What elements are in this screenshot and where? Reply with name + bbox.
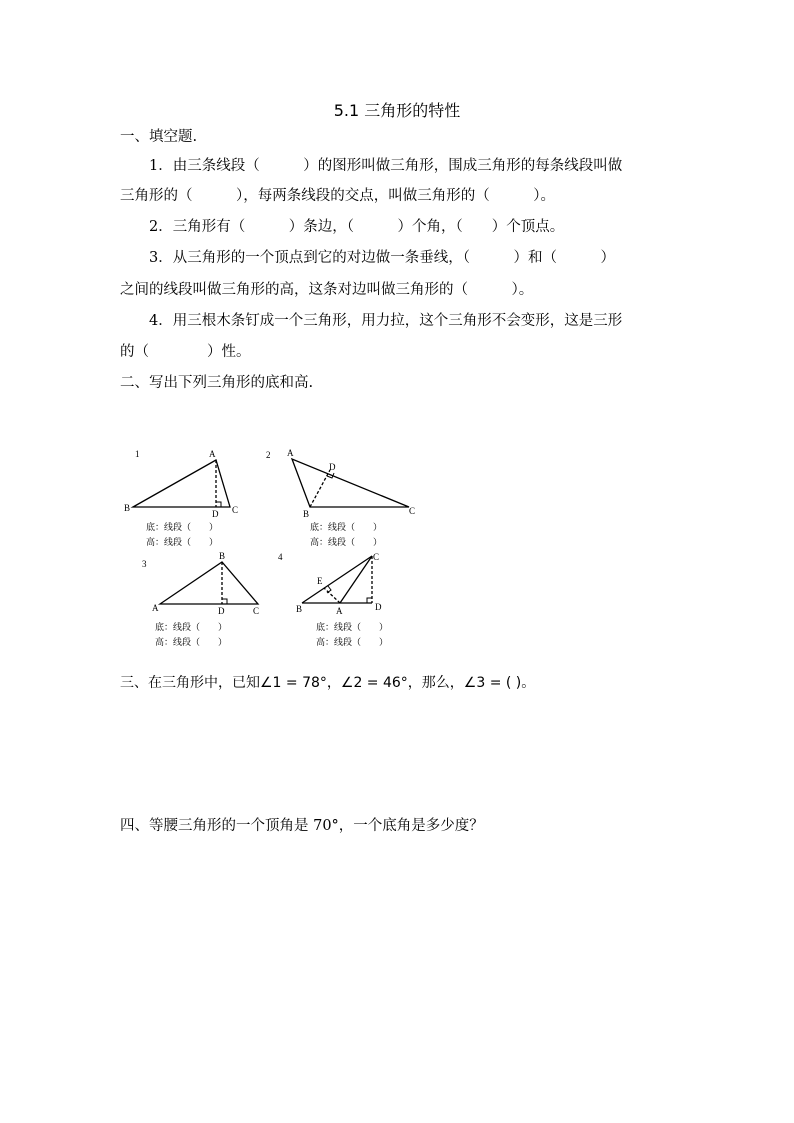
page-title: 5.1 三角形的特性 xyxy=(333,101,461,120)
figure-4-vertex-e: E xyxy=(317,576,323,586)
figure-1-right-angle xyxy=(216,502,221,507)
section4-question: 四、等腰三角形的一个顶角是 70°，一个底角是多少度？ xyxy=(120,818,484,834)
figure-2-base-answer: 底：线段（ ） xyxy=(310,523,383,533)
figure-1-base-answer: 底：线段（ ） xyxy=(146,523,219,533)
figure-4-right-angle-d xyxy=(367,598,372,603)
figure-2-vertex-a: A xyxy=(287,448,294,458)
figure-2-vertex-c: C xyxy=(409,506,416,516)
question1-line2: 三角形的（ ），每两条线段的交点，叫做三角形的（ ）。 xyxy=(120,188,555,204)
question3-line2: 之间的线段叫做三角形的高，这条对边叫做三角形的（ ）。 xyxy=(120,282,534,298)
question4-line2: 的（ ）性。 xyxy=(120,344,251,360)
figure-3-triangle xyxy=(160,562,258,604)
figure-2 xyxy=(266,448,415,548)
figure-2-height-line xyxy=(310,470,330,507)
figure-3-right-angle xyxy=(222,599,227,604)
section1-heading: 一、填空题. xyxy=(120,129,198,145)
figure-4-side-bc xyxy=(302,556,372,603)
figure-4-vertex-a: A xyxy=(336,606,343,616)
figure-4 xyxy=(278,552,388,648)
figure-1-number: 1 xyxy=(135,449,140,459)
figure-4-vertex-b: B xyxy=(296,604,303,614)
figure-3-height-answer: 高：线段（ ） xyxy=(155,638,228,648)
figure-1-vertex-a: A xyxy=(209,449,216,459)
figure-1-vertex-b: B xyxy=(124,503,131,513)
figure-3-number: 3 xyxy=(142,559,147,569)
figure-3-vertex-d: D xyxy=(218,606,225,616)
section3-question: 三、在三角形中，已知∠1 = 78°，∠2 = 46°，那么，∠3 = ( )。 xyxy=(120,675,536,691)
figure-2-vertex-d: D xyxy=(329,462,336,472)
question3-line1: 3．从三角形的一个顶点到它的对边做一条垂线，（ ）和（ ） xyxy=(149,250,615,266)
figure-2-triangle xyxy=(292,459,409,507)
figure-4-side-ac xyxy=(340,556,372,603)
figure-1 xyxy=(124,449,238,548)
figure-2-number: 2 xyxy=(266,450,271,460)
figure-3-vertex-b: B xyxy=(219,551,226,561)
figure-2-vertex-b: B xyxy=(303,509,310,519)
figure-3-base-answer: 底：线段（ ） xyxy=(155,623,228,633)
figure-4-height-ae xyxy=(324,588,340,603)
figure-4-right-angle-e xyxy=(327,586,331,593)
figure-2-height-answer: 高：线段（ ） xyxy=(310,538,383,548)
figure-3-vertex-c: C xyxy=(253,606,260,616)
figure-1-vertex-c: C xyxy=(232,505,239,515)
figure-4-height-answer: 高：线段（ ） xyxy=(316,638,389,648)
figure-4-base-answer: 底：线段（ ） xyxy=(316,623,389,633)
question2: 2．三角形有（ ）条边，（ ）个角，（ ）个顶点。 xyxy=(149,219,565,235)
figure-3-vertex-a: A xyxy=(152,603,159,613)
question4-line1: 4．用三根木条钉成一个三角形，用力拉，这个三角形不会变形，这是三形 xyxy=(149,313,623,329)
figure-1-vertex-d: D xyxy=(212,509,219,519)
figure-3 xyxy=(142,551,259,648)
section2-heading: 二、写出下列三角形的底和高. xyxy=(120,375,314,391)
figure-4-number: 4 xyxy=(278,552,283,562)
figure-4-vertex-d: D xyxy=(375,602,382,612)
figure-4-vertex-c: C xyxy=(373,552,380,562)
question1-line1: 1．由三条线段（ ）的图形叫做三角形，围成三角形的每条线段叫做 xyxy=(149,158,623,174)
figure-1-height-answer: 高：线段（ ） xyxy=(146,538,219,548)
